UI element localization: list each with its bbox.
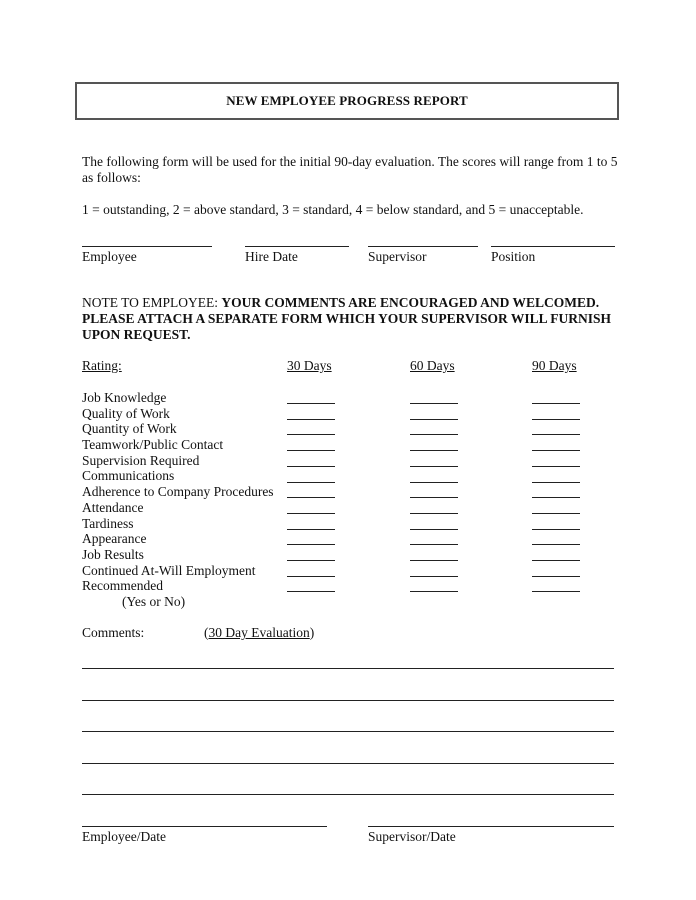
rating-scale-text: 1 = outstanding, 2 = above standard, 3 = standard, 4 = below standard, and 5 = unacceptable. [82,202,584,217]
score-blank-90-days[interactable] [532,544,580,545]
score-blank-90-days[interactable] [532,403,580,404]
rating-item: Supervision Required [82,452,200,468]
score-blank-90-days[interactable] [532,419,580,420]
score-blank-30-days[interactable] [287,403,335,404]
rating-item: Teamwork/Public Contact [82,437,224,453]
score-blank-60-days[interactable] [410,482,458,483]
score-blank-90-days[interactable] [532,576,580,577]
rating-item: Continued At-Will Employment [82,562,256,578]
hire-date-line[interactable] [245,246,349,247]
column-60-days: 60 Days [410,358,455,373]
score-blank-30-days[interactable] [287,513,335,514]
supervisor-line[interactable] [368,246,478,247]
rating-item: Adherence to Company Procedures [82,484,274,500]
score-blank-90-days[interactable] [532,450,580,451]
supervisor-label: Supervisor [368,249,427,264]
comment-line-2[interactable] [82,700,614,701]
rating-item: Job Results [82,546,144,562]
paren-close: ) [309,625,315,640]
score-blank-30-days[interactable] [287,591,335,592]
score-blank-60-days[interactable] [410,576,458,577]
intro-text: The following form will be used for the initial 90-day evaluation. The scores will range from 1 to 5 as follows: [82,154,618,185]
comment-line-1[interactable] [82,668,614,669]
employee-label: Employee [82,249,137,264]
score-blank-60-days[interactable] [410,403,458,404]
rating-items-list [82,390,274,594]
rating-item: Communications [82,468,175,484]
rating-item: Job Knowledge [82,390,167,405]
rating-item: Appearance [82,531,147,547]
rating-item: Tardiness [82,515,134,531]
score-blank-90-days[interactable] [532,466,580,467]
score-blank-60-days[interactable] [410,591,458,592]
column-30-days: 30 Days [287,358,332,373]
rating-item: Recommended [82,578,163,594]
position-label: Position [491,249,536,264]
employee-date-label: Employee/Date [82,829,166,844]
comment-line-5[interactable] [82,794,614,795]
employee-signature-line[interactable] [82,826,327,827]
score-blank-30-days[interactable] [287,450,335,451]
score-blank-30-days[interactable] [287,497,335,498]
score-blank-90-days[interactable] [532,482,580,483]
note-prefix: NOTE TO EMPLOYEE: [82,295,222,310]
score-blank-60-days[interactable] [410,434,458,435]
employee-line[interactable] [82,246,212,247]
rating-item: Quantity of Work [82,421,177,437]
yes-no-note: (Yes or No) [122,594,186,609]
score-blank-90-days[interactable] [532,591,580,592]
evaluation-period: 30 Day Evaluation [208,625,310,640]
score-blank-60-days[interactable] [410,529,458,530]
score-blank-90-days[interactable] [532,434,580,435]
score-blank-90-days[interactable] [532,513,580,514]
score-blank-90-days[interactable] [532,560,580,561]
score-blank-90-days[interactable] [532,497,580,498]
note-to-employee [82,295,627,343]
column-90-days: 90 Days [532,358,577,373]
score-blank-60-days[interactable] [410,419,458,420]
score-blank-30-days[interactable] [287,482,335,483]
report-title: NEW EMPLOYEE PROGRESS REPORT [226,93,468,108]
score-blank-30-days[interactable] [287,576,335,577]
comments-label: Comments: [82,625,145,640]
hire-date-label: Hire Date [245,249,298,264]
rating-item: Quality of Work [82,405,170,421]
report-title-box [75,82,619,120]
score-blank-60-days[interactable] [410,466,458,467]
supervisor-signature-line[interactable] [368,826,614,827]
score-blank-30-days[interactable] [287,560,335,561]
score-blank-60-days[interactable] [410,544,458,545]
comment-line-4[interactable] [82,763,614,764]
score-blank-30-days[interactable] [287,434,335,435]
score-blank-30-days[interactable] [287,466,335,467]
note-bold-text: YOUR COMMENTS ARE ENCOURAGED AND WELCOMED. PLEASE ATTACH A SEPARATE FORM WHICH YOUR SUPERVISOR WILL FURNISH UPON REQUEST. [82,295,611,342]
comments-evaluation [204,625,314,641]
comment-line-3[interactable] [82,731,614,732]
rating-header-label: Rating: [82,358,122,373]
score-blank-90-days[interactable] [532,529,580,530]
score-blank-60-days[interactable] [410,513,458,514]
paren-open: ( [204,625,209,640]
score-blank-30-days[interactable] [287,544,335,545]
score-blank-30-days[interactable] [287,419,335,420]
rating-item: Attendance [82,499,144,515]
score-blank-60-days[interactable] [410,450,458,451]
position-line[interactable] [491,246,615,247]
score-blank-60-days[interactable] [410,560,458,561]
supervisor-date-label: Supervisor/Date [368,829,456,844]
score-blank-60-days[interactable] [410,497,458,498]
score-blank-30-days[interactable] [287,529,335,530]
